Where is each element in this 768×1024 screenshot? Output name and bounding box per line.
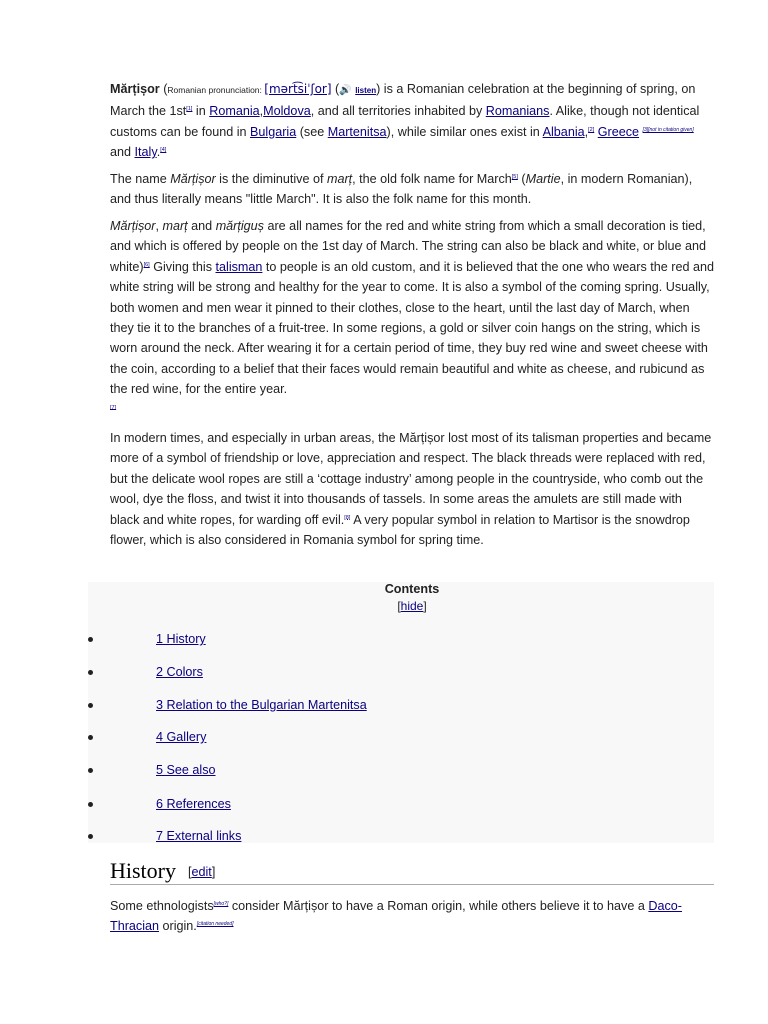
history-heading bbox=[110, 857, 714, 885]
toc-title: Contents bbox=[384, 582, 440, 596]
citation-2[interactable]: [2] bbox=[588, 126, 595, 133]
link-moldova[interactable]: Moldova bbox=[263, 104, 311, 119]
modern-paragraph: In modern times, and especially in urban areas, the Mărțișor lost most of its talisman properties and became more of a symbol of friendship or love, appreciation and respect. The black threads were replaced with red, but the delicate wool ropes are still a ‘cottage industry’ among people in the countryside, who comb out the wool, dye the floss, and twist it into thousands of tassels. In some areas the amulets are still made with black and white ropes, for warding off evil.[8] A very popular symbol in relation to Martisor is the snowdrop flower, which is also considered in Romania symbol for spring time. bbox=[110, 431, 712, 548]
name-paragraph: The name Mărțișor is the diminutive of marț, the old folk name for March[5] (Martie, in modern Romanian), and thus literally means "little March". It is also the folk name for this month. bbox=[110, 172, 693, 207]
citation-8[interactable]: [8] bbox=[344, 514, 351, 521]
edit-link[interactable]: edit bbox=[191, 865, 212, 879]
citation-3[interactable]: [3][not in citation given] bbox=[642, 126, 694, 133]
bullet-icon bbox=[88, 802, 93, 807]
citation-5[interactable]: [5] bbox=[511, 173, 518, 180]
toc-link-colors[interactable]: 2 Colors bbox=[156, 665, 203, 679]
citation-4[interactable]: [4] bbox=[160, 147, 167, 154]
toc-link-gallery[interactable]: 4 Gallery bbox=[156, 730, 207, 744]
bullet-icon bbox=[88, 834, 93, 839]
link-italy[interactable]: Italy bbox=[134, 145, 157, 160]
bullet-icon bbox=[88, 637, 93, 642]
listen-link[interactable]: listen bbox=[355, 86, 377, 95]
link-daco-thracian[interactable]: Daco-Thracian bbox=[110, 899, 682, 934]
ipa-link[interactable]: [mərt͡siˈʃor] bbox=[264, 82, 332, 96]
article-term: Mărțișor bbox=[110, 82, 160, 96]
link-romanians[interactable]: Romanians bbox=[485, 104, 550, 119]
history-edit: [edit] bbox=[188, 865, 216, 879]
toc-link-relation[interactable]: 3 Relation to the Bulgarian Martenitsa bbox=[156, 698, 367, 712]
toc-link-history[interactable]: 1 History bbox=[156, 632, 206, 646]
citation-6[interactable]: [6] bbox=[143, 261, 150, 268]
toc-toggle: [hide] bbox=[397, 599, 427, 613]
speaker-icon[interactable]: 🔊 bbox=[339, 85, 352, 96]
bullet-icon bbox=[88, 703, 93, 708]
history-title: History bbox=[110, 858, 176, 883]
toc-link-references[interactable]: 6 References bbox=[156, 797, 231, 811]
link-martenitsa[interactable]: Martenitsa bbox=[327, 124, 387, 139]
citation-needed[interactable]: [citation needed] bbox=[196, 921, 234, 928]
link-romania[interactable]: Romania bbox=[209, 104, 260, 119]
bullet-icon bbox=[88, 670, 93, 675]
bullet-icon bbox=[88, 735, 93, 740]
string-paragraph: Mărțișor, marț and mărțiguș are all names for the red and white string from which a small decoration is tied, and which is offered by people on the 1st day of March. The string can also be black and white, or blue and white)[6] Giving this talisman to people is an old custom, and it is believed that the one who wears the red and white string will be strong and healthy for the year to come. It is also a symbol of the coming spring. Usually, both women and men wear it pinned to their clothes, close to the heart, until the last day of March, when they tie it to the branches of a fruit-tree. In some regions, a gold or silver coin hangs on the string, which is worn around the neck. After wearing it for a certain period of time, they buy red wine and sweet cheese with the coin, according to a belief that their faces would remain beautiful and white as cheese, and rubicund as the red wine, for the entire year. [7] bbox=[110, 219, 714, 411]
citation-7[interactable]: [7] bbox=[110, 404, 117, 411]
citation-1[interactable]: [1] bbox=[186, 106, 193, 113]
toc-hide-link[interactable]: hide bbox=[400, 599, 424, 613]
history-paragraph: Some ethnologists[who?] consider Mărțișor to have a Roman origin, while others believe it to have a Daco-Thracian origin.[citation needed] bbox=[110, 899, 682, 934]
link-albania[interactable]: Albania bbox=[542, 124, 585, 139]
citation-who[interactable]: [who?] bbox=[213, 900, 229, 907]
intro-paragraph: Mărțișor (Romanian pronunciation: [mərt͡siˈʃor] (🔊 listen) is a Romanian celebration at the beginning of spring, on March the 1st[1] in Romania,Moldova, and all territories inhabited by Romanians. Alike, though not identical customs can be found in Bulgaria (see Martenitsa), while similar ones exist in Albania,[2] Greece [3][not in citation given] and Italy.[4] bbox=[110, 82, 700, 160]
link-talisman[interactable]: talisman bbox=[215, 259, 263, 274]
link-greece[interactable]: Greece bbox=[597, 124, 640, 139]
bullet-icon bbox=[88, 768, 93, 773]
pronunciation-label: Romanian pronunciation: bbox=[167, 85, 265, 95]
link-bulgaria[interactable]: Bulgaria bbox=[250, 124, 297, 139]
toc-link-see-also[interactable]: 5 See also bbox=[156, 763, 216, 777]
toc-link-external-links[interactable]: 7 External links bbox=[156, 829, 242, 843]
